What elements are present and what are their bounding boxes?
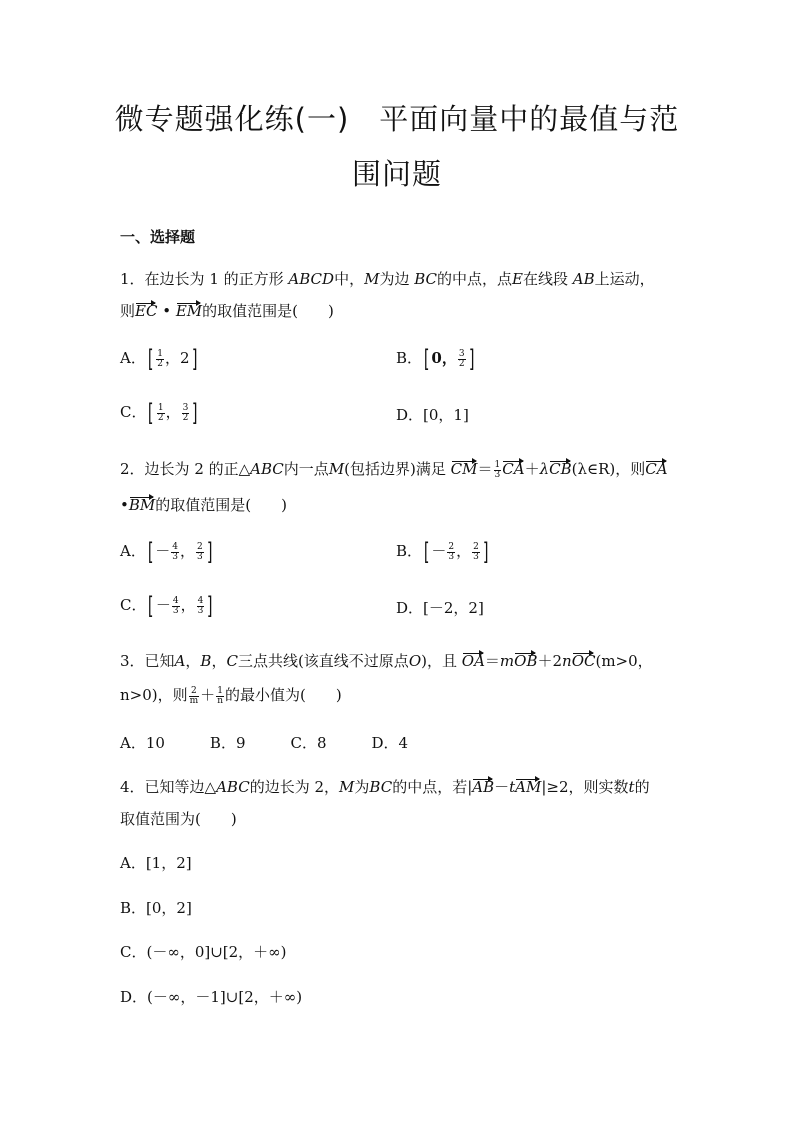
- question-2-stem-line2: •BM的取值范围是( ): [120, 496, 287, 514]
- question-3-options[interactable]: A．10 B．9 C．8 D．4: [120, 734, 409, 752]
- question-3-stem-line2: n>0)，则 $\frac{2}{m}$ ＋ $\frac{1}{n}$ 的最小值为( ): [120, 685, 342, 706]
- question-1-option-c[interactable]: C．[ $\frac{1}{2}$ ， $\frac{3}{2}$ ]: [120, 399, 198, 427]
- question-number: 4．: [120, 778, 145, 796]
- question-1-option-d[interactable]: D．[0，1]: [396, 406, 469, 424]
- vector-ab: AB: [472, 778, 495, 796]
- question-number: 2．: [120, 460, 145, 478]
- vector-ca: CA: [502, 460, 525, 478]
- question-2-option-d[interactable]: D．[－2，2]: [396, 599, 484, 617]
- page-title-continued: 围问题: [351, 157, 442, 191]
- question-4-stem: 4．已知等边△ABC的边长为 2，M为BC的中点，若|AB－tAM|≥2，则实数t的: [120, 778, 650, 796]
- vector-oa: OA: [461, 652, 485, 670]
- question-1-stem-line2: 则EC • EM的取值范围是( ): [120, 302, 334, 320]
- section-heading: 一、选择题: [120, 228, 196, 246]
- vector-bm: BM: [128, 496, 156, 514]
- vector-am: AM: [515, 778, 542, 796]
- question-2-option-a[interactable]: A．[ － $\frac{4}{3}$ ， $\frac{2}{3}$ ]: [120, 538, 213, 566]
- question-4-option-b[interactable]: B．[0，2]: [120, 899, 192, 917]
- question-number: 1．: [120, 270, 145, 288]
- question-4-option-d[interactable]: D．(－∞，－1]∪[2，＋∞): [120, 988, 303, 1006]
- question-1-option-a[interactable]: A．[ $\frac{1}{2}$ ，2]: [120, 345, 197, 373]
- question-1-stem: 1．在边长为 1 的正方形 ABCD中，M为边 BC的中点，点E在线段 AB上运动，: [120, 270, 655, 288]
- question-3-stem: 3．已知A，B，C三点共线(该直线不过原点O)，且 OA＝mOB＋2nOC(m>0，: [120, 652, 653, 670]
- vector-ob: OB: [514, 652, 538, 670]
- question-2-option-c[interactable]: C．[ － $\frac{4}{3}$ ， $\frac{4}{3}$ ]: [120, 592, 213, 620]
- vector-ec: EC: [135, 302, 158, 320]
- vector-oc: OC: [571, 652, 596, 670]
- vector-em: EM: [175, 302, 203, 320]
- vector-cb: CB: [549, 460, 572, 478]
- page-title: 微专题强化练(一) 平面向量中的最值与范: [114, 102, 680, 136]
- question-4-stem-line2: 取值范围为( ): [120, 810, 237, 828]
- question-4-option-c[interactable]: C．(－∞，0]∪[2，＋∞): [120, 943, 287, 961]
- question-number: 3．: [120, 652, 145, 670]
- question-1-option-b[interactable]: B．[ 0， $\frac{3}{2}$ ]: [396, 345, 475, 373]
- vector-ca-2: CA: [645, 460, 668, 478]
- question-4-option-a[interactable]: A．[1，2]: [120, 854, 192, 872]
- vector-cm: CM: [450, 460, 478, 478]
- question-2-option-b[interactable]: B．[ － $\frac{2}{3}$ ， $\frac{2}{3}$ ]: [396, 538, 489, 566]
- question-2-stem: 2．边长为 2 的正△ABC内一点M(包括边界)满足 CM＝ $\frac{1}{3}$ CA＋λCB(λ∈R)，则CA: [120, 459, 668, 480]
